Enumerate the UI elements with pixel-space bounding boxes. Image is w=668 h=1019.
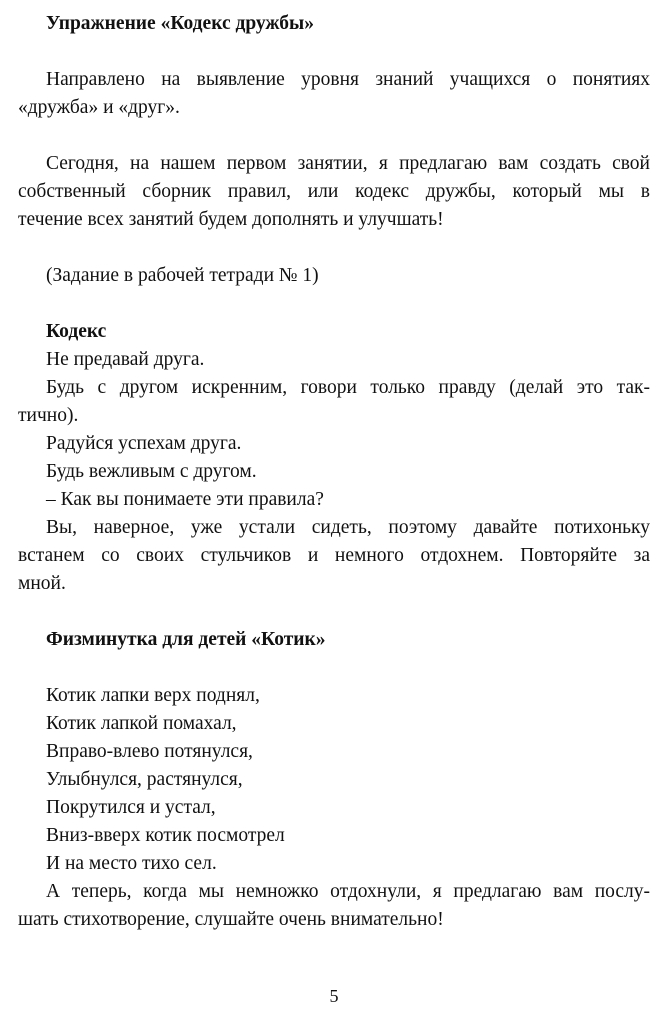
paragraph-line: собственный сборник правил, или кодекс дружбы, который мы в [18,181,650,202]
poem-line: Котик лапкой помахал, [46,713,237,734]
paragraph-line: А теперь, когда мы немножко отдохнули, я предлагаю вам послу- [46,881,650,902]
task-note: (Задание в рабочей тетради № 1) [46,265,319,286]
paragraph-line: течение всех занятий будем дополнять и улучшать! [18,209,444,230]
codex-rule: тично). [18,405,79,426]
poem-line: Улыбнулся, растянулся, [46,769,243,790]
poem-line: И на место тихо сел. [46,853,217,874]
poem-line: Вниз-вверх котик посмотрел [46,825,285,846]
codex-rule: Не предавай друга. [46,349,205,370]
poem-line: Котик лапки верх поднял, [46,685,260,706]
codex-rule: Будь вежливым с другом. [46,461,257,482]
paragraph-line: мной. [18,573,66,594]
codex-rule: Радуйся успехам друга. [46,433,242,454]
page-number: 5 [329,986,339,1006]
codex-heading: Кодекс [46,321,107,342]
paragraph-line: Сегодня, на нашем первом занятии, я предлагаю вам создать свой [46,153,650,174]
question-line: – Как вы понимаете эти правила? [46,489,324,510]
poem-line: Покрутился и устал, [46,797,216,818]
paragraph-line: Вы, наверное, уже устали сидеть, поэтому давайте потихоньку [46,517,650,538]
paragraph-line: встанем со своих стульчиков и немного отдохнем. Повторяйте за [18,545,650,566]
poem-line: Вправо-влево потянулся, [46,741,253,762]
warmup-heading: Физминутка для детей «Котик» [46,629,326,650]
paragraph-line: Направлено на выявление уровня знаний учащихся о понятиях [46,69,650,90]
paragraph-line: «дружба» и «друг». [18,97,180,118]
exercise-heading: Упражнение «Кодекс дружбы» [46,13,315,34]
paragraph-line: шать стихотворение, слушайте очень внимательно! [18,909,444,930]
codex-rule: Будь с другом искренним, говори только правду (делай это так- [46,377,650,398]
